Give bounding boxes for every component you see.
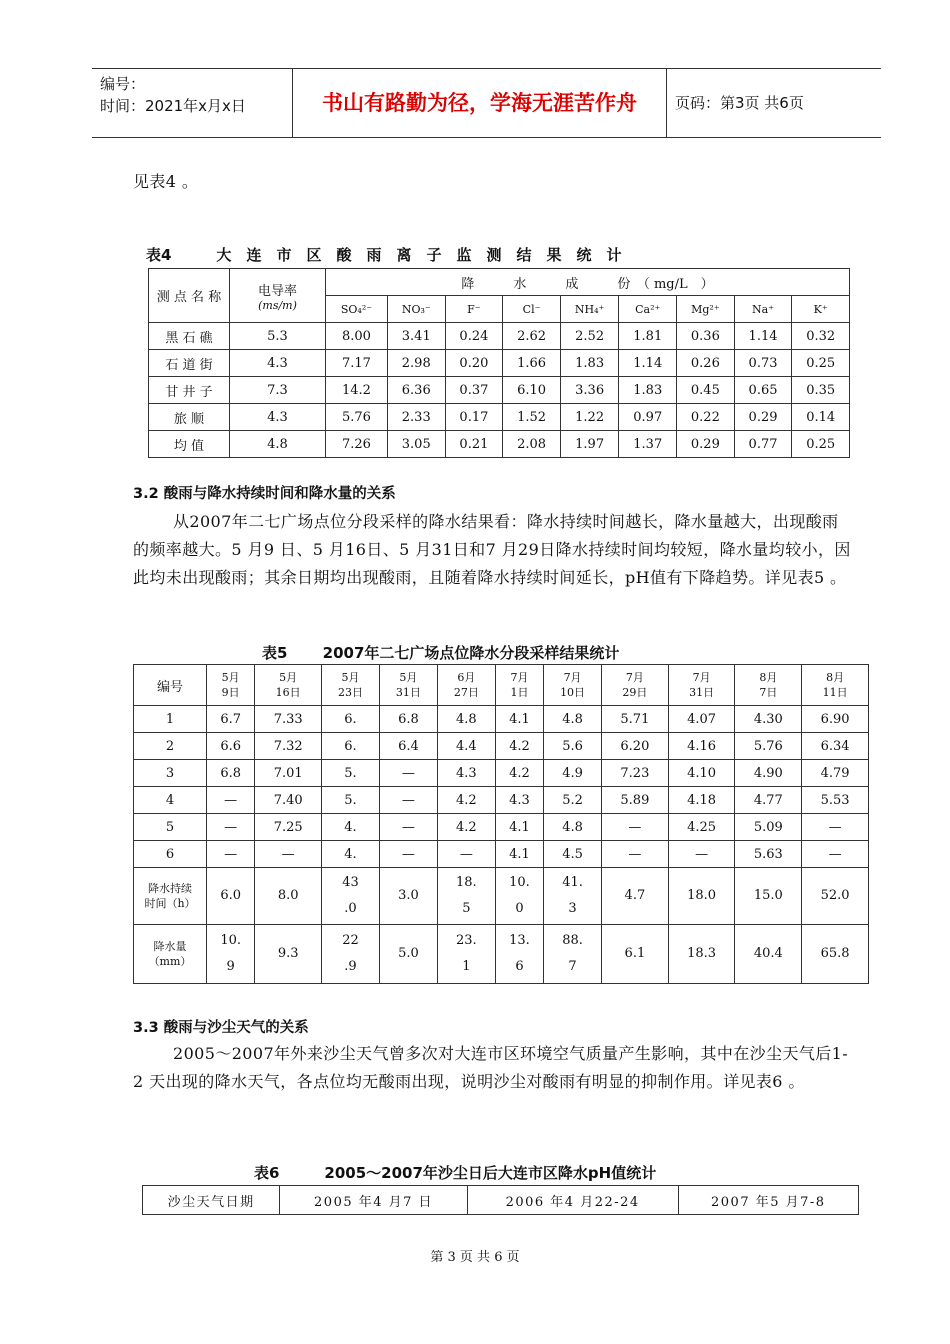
header-divider <box>666 69 667 137</box>
date-month: 5月 <box>341 671 360 684</box>
value-cell: 6.10 <box>503 377 561 404</box>
value-cell: — <box>379 760 437 787</box>
table-row <box>134 706 869 733</box>
table6-cell: 2005 年4 月7 日 <box>280 1186 467 1215</box>
label-line: 降水持续 <box>148 882 192 895</box>
value-cell: 6.20 <box>602 733 669 760</box>
table-row <box>134 841 869 868</box>
id-cell: 1 <box>134 706 207 733</box>
value-cell <box>544 868 602 925</box>
value-cell: 6.8 <box>207 760 255 787</box>
value-cell: 4.30 <box>735 706 802 733</box>
value-line: 7 <box>568 959 577 974</box>
value-cell: 2.98 <box>387 350 445 377</box>
value-cell: 0.24 <box>445 323 503 350</box>
date-day: 9日 <box>221 686 240 699</box>
value-cell <box>379 868 437 925</box>
table-header-row <box>149 269 850 296</box>
value-cell: 4.1 <box>495 814 543 841</box>
page-header <box>92 68 881 138</box>
value-cell: 0.20 <box>445 350 503 377</box>
value-cell: 2.33 <box>387 404 445 431</box>
conductivity-cell: 7.3 <box>230 377 326 404</box>
value-cell <box>255 868 322 925</box>
date-month: 6月 <box>457 671 476 684</box>
value-cell: 4.16 <box>668 733 735 760</box>
value-cell <box>602 868 669 925</box>
id-cell: 2 <box>134 733 207 760</box>
value-cell: 4.1 <box>495 706 543 733</box>
value-cell: 0.77 <box>734 431 792 458</box>
conductivity-cell: 4.3 <box>230 350 326 377</box>
section-3-2-title: 3.2 酸雨与降水持续时间和降水量的关系 <box>133 486 396 502</box>
value-line: 9 <box>226 959 235 974</box>
table6-cell: 沙尘天气日期 <box>143 1186 280 1215</box>
value-line: 0 <box>515 901 524 916</box>
value-cell: 5.53 <box>802 787 869 814</box>
value-cell: 4.18 <box>668 787 735 814</box>
value-cell: 6.90 <box>802 706 869 733</box>
table5-caption: 表5 2007年二七广场点位降水分段采样结果统计 <box>262 644 620 662</box>
value-line: 3 <box>568 901 577 916</box>
date-day: 1日 <box>510 686 529 699</box>
value-cell: — <box>668 841 735 868</box>
date-month: 8月 <box>826 671 845 684</box>
amount-row <box>134 925 869 984</box>
table-header-conductivity <box>230 269 326 323</box>
table-header-precip-group: 降 水 成 份 （ mg/L ） <box>326 269 850 296</box>
value-line: 88. <box>562 933 583 948</box>
date-header <box>379 665 437 706</box>
table-header-row <box>134 665 869 706</box>
ion-header: Ca²⁺ <box>619 296 677 323</box>
date-header <box>255 665 322 706</box>
date-month: 5月 <box>399 671 418 684</box>
value-cell: 6.8 <box>379 706 437 733</box>
value-cell: 7.40 <box>255 787 322 814</box>
ion-header: NO₃⁻ <box>387 296 445 323</box>
value-cell: 4.3 <box>437 760 495 787</box>
value-cell: 5. <box>322 787 380 814</box>
site-cell: 黑 石 礁 <box>149 323 230 350</box>
value-cell: 1.14 <box>734 323 792 350</box>
value-cell: — <box>207 814 255 841</box>
table-row <box>143 1186 859 1215</box>
value-cell: 5.76 <box>735 733 802 760</box>
value-cell <box>544 925 602 984</box>
section-3-2-paragraph: 从2007年二七广场点位分段采样的降水结果看：降水持续时间越长，降水量越大，出现酸雨的频率越大。5 月9 日、5 月16日、5 月31日和7 月29日降水持续时间均较短，降水量均较小，因此均未出现酸雨；其余日期均出现酸雨，且随着降水持续时间延长，pH值有下降趋势。详见表5 。 <box>133 512 851 587</box>
value-cell <box>668 925 735 984</box>
amount-row-label <box>134 925 207 984</box>
value-cell: 4.9 <box>544 760 602 787</box>
value-cell: 0.29 <box>734 404 792 431</box>
value-cell: 7.26 <box>326 431 388 458</box>
value-line: .9 <box>344 959 357 974</box>
value-cell: 6.6 <box>207 733 255 760</box>
ion-header: Na⁺ <box>734 296 792 323</box>
date-header <box>544 665 602 706</box>
value-cell: 0.22 <box>677 404 735 431</box>
value-line: 9.3 <box>277 946 299 961</box>
value-cell: 0.36 <box>677 323 735 350</box>
value-line: 41. <box>562 875 583 890</box>
date-month: 5月 <box>221 671 240 684</box>
date-day: 16日 <box>275 686 301 699</box>
value-cell: 6.36 <box>387 377 445 404</box>
value-cell <box>322 868 380 925</box>
value-cell: 1.66 <box>503 350 561 377</box>
value-cell: 6. <box>322 733 380 760</box>
conductivity-cell: 4.3 <box>230 404 326 431</box>
value-cell <box>735 868 802 925</box>
site-cell: 均 值 <box>149 431 230 458</box>
value-cell: 7.25 <box>255 814 322 841</box>
date-month: 8月 <box>759 671 778 684</box>
value-line: .0 <box>344 901 357 916</box>
id-cell: 5 <box>134 814 207 841</box>
value-cell: 4.10 <box>668 760 735 787</box>
value-line: 18.0 <box>687 888 717 903</box>
table-header-site <box>149 269 230 323</box>
value-line: 22 <box>342 933 359 948</box>
table-row <box>134 733 869 760</box>
date-header <box>602 665 669 706</box>
table-row <box>134 787 869 814</box>
value-cell: 5.2 <box>544 787 602 814</box>
value-cell: 4.2 <box>495 733 543 760</box>
value-cell: 4.79 <box>802 760 869 787</box>
value-cell <box>495 868 543 925</box>
value-cell: 0.17 <box>445 404 503 431</box>
page-footer: 第 3 页 共 6 页 <box>430 1250 520 1265</box>
value-cell: 0.25 <box>792 350 850 377</box>
value-cell <box>207 925 255 984</box>
value-line: 1 <box>462 959 471 974</box>
table4 <box>148 268 850 458</box>
ion-header: F⁻ <box>445 296 503 323</box>
date-day: 10日 <box>560 686 586 699</box>
value-cell: 4. <box>322 814 380 841</box>
value-cell: 4.8 <box>544 706 602 733</box>
conductivity-cell: 5.3 <box>230 323 326 350</box>
value-cell: 1.83 <box>560 350 619 377</box>
value-line: 23. <box>455 933 477 948</box>
value-cell: 4.07 <box>668 706 735 733</box>
value-cell: 0.25 <box>792 431 850 458</box>
value-line: 8.0 <box>277 888 299 903</box>
value-cell: 4.8 <box>544 814 602 841</box>
value-cell: 7.32 <box>255 733 322 760</box>
value-line: 13. <box>509 933 530 948</box>
value-cell: 4.25 <box>668 814 735 841</box>
value-cell <box>802 925 869 984</box>
value-cell <box>207 868 255 925</box>
label-line: 时间（h） <box>144 897 196 910</box>
value-cell: 4.3 <box>495 787 543 814</box>
site-cell: 石 道 街 <box>149 350 230 377</box>
conductivity-cell: 4.8 <box>230 431 326 458</box>
ion-header: Mg²⁺ <box>677 296 735 323</box>
value-cell: 1.97 <box>560 431 619 458</box>
value-cell: 0.29 <box>677 431 735 458</box>
value-cell: — <box>379 787 437 814</box>
header-number: 编号： <box>100 75 146 93</box>
section-3-3-paragraph: 2005～2007年外来沙尘天气曾多次对大连市区环境空气质量产生影响，其中在沙尘天气后1-2 天出现的降水天气，各点位均无酸雨出现，说明沙尘对酸雨有明显的抑制作用。详见表6 。 <box>133 1044 849 1091</box>
value-cell: 4.8 <box>437 706 495 733</box>
date-day: 29日 <box>622 686 648 699</box>
header-text: 测 点 名 称 <box>156 290 222 305</box>
table-row <box>149 350 850 377</box>
value-cell: 8.00 <box>326 323 388 350</box>
value-line: 18.3 <box>687 946 717 961</box>
value-cell: 6. <box>322 706 380 733</box>
date-header <box>437 665 495 706</box>
value-cell: 5.09 <box>735 814 802 841</box>
date-header <box>322 665 380 706</box>
table-row <box>149 404 850 431</box>
value-cell: 1.14 <box>619 350 677 377</box>
value-line: 10. <box>509 875 530 890</box>
value-line: 65.8 <box>820 946 850 961</box>
value-cell <box>379 925 437 984</box>
site-cell: 旅 顺 <box>149 404 230 431</box>
value-cell: 7.01 <box>255 760 322 787</box>
value-cell: 4.90 <box>735 760 802 787</box>
value-cell <box>322 925 380 984</box>
date-header <box>495 665 543 706</box>
value-cell <box>802 868 869 925</box>
table6 <box>142 1185 859 1215</box>
header-page-number: 页码：第3页 共6页 <box>675 94 804 112</box>
table4-caption: 表4 大 连 市 区 酸 雨 离 子 监 测 结 果 统 计 <box>146 246 622 264</box>
value-cell: 4.2 <box>495 760 543 787</box>
value-cell: 2.52 <box>560 323 619 350</box>
value-line: 15.0 <box>753 888 783 903</box>
date-day: 27日 <box>453 686 479 699</box>
id-cell: 4 <box>134 787 207 814</box>
value-cell: 0.37 <box>445 377 503 404</box>
value-cell: 7.33 <box>255 706 322 733</box>
date-day: 7日 <box>759 686 778 699</box>
header-meta <box>100 73 246 117</box>
header-time: 时间：2021年x月x日 <box>100 97 246 115</box>
ion-header: SO₄²⁻ <box>326 296 388 323</box>
value-cell: 5.89 <box>602 787 669 814</box>
value-line: 6 <box>515 959 524 974</box>
value-cell: 4.2 <box>437 814 495 841</box>
header-unit: (ms/m) <box>258 298 297 312</box>
value-line: 52.0 <box>820 888 850 903</box>
value-line: 6.0 <box>220 888 241 903</box>
value-line: 5.0 <box>398 946 419 961</box>
value-cell: 0.32 <box>792 323 850 350</box>
date-day: 11日 <box>822 686 848 699</box>
header-motto: 书山有路勤为径，学海无涯苦作舟 <box>322 91 637 115</box>
value-cell: 0.65 <box>734 377 792 404</box>
value-cell: 0.35 <box>792 377 850 404</box>
value-cell: 6.7 <box>207 706 255 733</box>
ion-header: Cl⁻ <box>503 296 561 323</box>
value-cell: 0.21 <box>445 431 503 458</box>
value-cell: — <box>602 841 669 868</box>
value-cell: 4. <box>322 841 380 868</box>
value-cell: 3.36 <box>560 377 619 404</box>
value-cell: 4.1 <box>495 841 543 868</box>
date-header <box>668 665 735 706</box>
date-day: 31日 <box>395 686 421 699</box>
value-cell: — <box>207 787 255 814</box>
value-cell: 0.73 <box>734 350 792 377</box>
date-header <box>802 665 869 706</box>
value-cell: — <box>802 814 869 841</box>
intro-text: 见表4 。 <box>133 172 199 191</box>
id-cell: 6 <box>134 841 207 868</box>
value-cell: 4.5 <box>544 841 602 868</box>
date-header <box>207 665 255 706</box>
value-cell: 4.77 <box>735 787 802 814</box>
value-cell: 1.22 <box>560 404 619 431</box>
duration-row-label <box>134 868 207 925</box>
table6-cell: 2007 年5 月7-8 <box>678 1186 858 1215</box>
value-cell: 1.37 <box>619 431 677 458</box>
value-cell: 0.97 <box>619 404 677 431</box>
table-row <box>149 431 850 458</box>
value-cell: — <box>255 841 322 868</box>
value-cell: 5.76 <box>326 404 388 431</box>
value-cell: 5.71 <box>602 706 669 733</box>
table6-caption: 表6 2005～2007年沙尘日后大连市区降水pH值统计 <box>254 1164 657 1182</box>
value-line: 3.0 <box>398 888 419 903</box>
value-cell: — <box>207 841 255 868</box>
value-line: 6.1 <box>624 946 646 961</box>
date-month: 7月 <box>692 671 711 684</box>
section-3-3-title: 3.3 酸雨与沙尘天气的关系 <box>133 1020 309 1036</box>
value-cell <box>255 925 322 984</box>
ion-header: NH₄⁺ <box>560 296 619 323</box>
value-line: 4.7 <box>624 888 646 903</box>
value-cell: 0.26 <box>677 350 735 377</box>
table-row <box>149 377 850 404</box>
value-cell <box>735 925 802 984</box>
date-month: 7月 <box>563 671 582 684</box>
table-row <box>149 323 850 350</box>
value-cell <box>437 868 495 925</box>
value-cell: 3.05 <box>387 431 445 458</box>
value-cell: 14.2 <box>326 377 388 404</box>
value-cell: 3.41 <box>387 323 445 350</box>
value-cell: 2.62 <box>503 323 561 350</box>
value-cell: 1.52 <box>503 404 561 431</box>
table6-cell: 2006 年4 月22-24 <box>467 1186 678 1215</box>
value-line: 43 <box>342 875 359 890</box>
value-cell <box>437 925 495 984</box>
value-cell: 7.17 <box>326 350 388 377</box>
value-cell: 4.2 <box>437 787 495 814</box>
value-line: 40.4 <box>753 946 783 961</box>
table-row <box>134 814 869 841</box>
value-line: 18. <box>455 875 477 890</box>
value-cell: 1.83 <box>619 377 677 404</box>
date-month: 7月 <box>510 671 529 684</box>
value-cell: 5.6 <box>544 733 602 760</box>
value-line: 10. <box>220 933 241 948</box>
date-day: 31日 <box>689 686 715 699</box>
id-cell: 3 <box>134 760 207 787</box>
value-cell <box>495 925 543 984</box>
header-text: 电导率 <box>257 283 297 299</box>
value-cell: 0.14 <box>792 404 850 431</box>
date-header <box>735 665 802 706</box>
value-cell: 4.4 <box>437 733 495 760</box>
table-header-id: 编号 <box>134 665 207 706</box>
value-cell <box>602 925 669 984</box>
date-day: 23日 <box>337 686 363 699</box>
value-cell: 2.08 <box>503 431 561 458</box>
value-line: 5 <box>462 901 471 916</box>
value-cell: 6.34 <box>802 733 869 760</box>
value-cell <box>668 868 735 925</box>
date-month: 7月 <box>625 671 644 684</box>
date-month: 5月 <box>279 671 298 684</box>
table-body <box>149 323 850 458</box>
table-row <box>134 760 869 787</box>
value-cell: — <box>602 814 669 841</box>
table5 <box>133 664 869 984</box>
value-cell: 1.81 <box>619 323 677 350</box>
duration-row <box>134 868 869 925</box>
value-cell: 7.23 <box>602 760 669 787</box>
label-line: 降水量 <box>153 940 187 953</box>
value-cell: — <box>379 814 437 841</box>
value-cell: — <box>802 841 869 868</box>
ion-header: K⁺ <box>792 296 850 323</box>
value-cell: 5.63 <box>735 841 802 868</box>
value-cell: 6.4 <box>379 733 437 760</box>
table-body <box>134 706 869 984</box>
value-cell: 0.45 <box>677 377 735 404</box>
site-cell: 甘 井 子 <box>149 377 230 404</box>
label-line: （mm） <box>148 955 192 968</box>
value-cell: — <box>437 841 495 868</box>
value-cell: 5. <box>322 760 380 787</box>
value-cell: — <box>379 841 437 868</box>
